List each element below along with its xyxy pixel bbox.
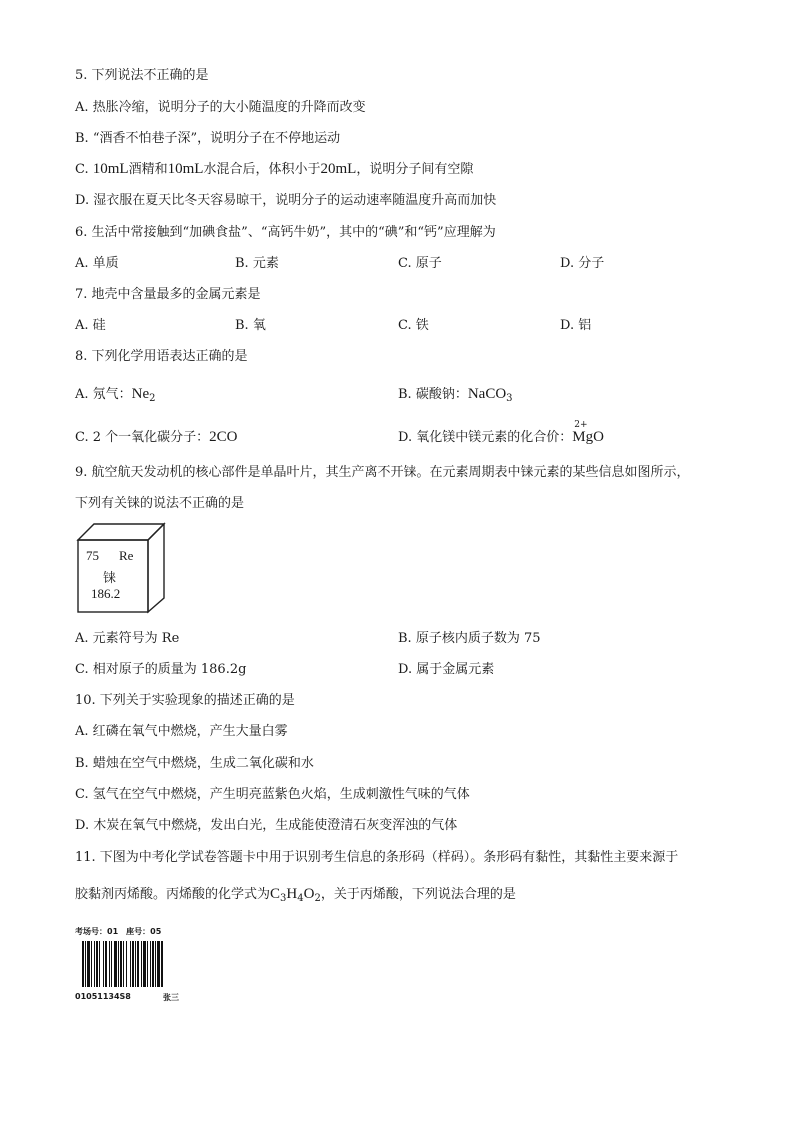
barcode-header: 考场号：01 座号：05 [75,927,162,936]
q8-a-formula: Ne [131,386,150,402]
q6-option-c: C. 原子 [398,256,442,271]
q11-stem-line-2 [75,885,516,904]
q5-c-prefix: C. [75,162,93,177]
barcode-bar [111,941,112,987]
q6-option-a: A. 单质 [75,256,119,271]
q7-option-d: D. 铝 [560,318,592,333]
q8-option-a [75,385,156,404]
q10-option-b: B. 蜡烛在空气中燃烧，生成二氧化碳和水 [75,756,314,771]
q8-c-formula: 2CO [209,429,238,445]
barcode-bar [109,941,110,987]
barcode-bar [118,941,119,987]
barcode-bar [155,941,156,987]
q7-stem: 7. 地壳中含量最多的金属元素是 [75,287,261,302]
barcode-label [75,926,225,1008]
q8-a-label: A. 氖气： [75,387,132,402]
tile-element-name: 铼 [103,571,117,586]
barcode-bar [150,941,151,987]
q8-option-c [75,428,238,447]
q5-option-a: A. 热胀冷缩，说明分子的大小随温度的升降而改变 [75,100,366,115]
q6-stem: 6. 生活中常接触到“加碘食盐”、“高钙牛奶”，其中的“碘”和“钙”应理解为 [75,225,496,240]
q5-c-text-1: 酒精和 [128,162,168,177]
barcode-bar [152,941,154,987]
q5-c-volume-1: 10mL [92,161,129,177]
tile-atomic-number: 75 [86,548,99,563]
barcode-bar [94,941,95,987]
q9-option-b: B. 原子核内质子数为 75 [398,631,541,646]
barcode-bar [85,941,86,987]
q10-stem: 10. 下列关于实验现象的描述正确的是 [75,693,295,708]
q6-option-b: B. 元素 [235,256,279,271]
q5-c-volume-2: 10mL [167,161,204,177]
q5-option-d: D. 湿衣服在夏天比冬天容易晾干，说明分子的运动速率随温度升高而加快 [75,193,497,208]
q6-option-d: D. 分子 [560,256,605,271]
q8-stem: 8. 下列化学用语表达正确的是 [75,349,248,364]
barcode-name: 张三 [163,993,179,1002]
q11-formula-o-sub: 2 [314,893,321,904]
barcode-number: 01051134S8 [75,992,131,1001]
q10-option-d: D. 木炭在氧气中燃烧，发出白光，生成能使澄清石灰变浑浊的气体 [75,818,458,833]
barcode-icon [82,941,194,987]
q8-option-b [398,385,513,404]
q11-stem-text-b: ，关于丙烯酸，下列说法合理的是 [320,887,516,902]
q5-option-b: B. “酒香不怕巷子深”，说明分子在不停地运动 [75,131,341,146]
barcode-bar [114,941,117,987]
q9-option-d: D. 属于金属元素 [398,662,495,677]
barcode-bar [120,941,122,987]
barcode-bar [141,941,142,987]
rhenium-element-tile [76,522,166,614]
q9-option-a: A. 元素符号为 Re [75,631,180,646]
q9-stem-line-2: 下列有关铼的说法不正确的是 [75,496,245,511]
barcode-bar [135,941,136,987]
q8-a-subscript: 2 [149,393,156,404]
q5-c-text-2: 水混合后，体积小于 [203,162,321,177]
q11-formula-o: O [303,886,315,902]
barcode-bar [143,941,146,987]
barcode-bar [130,941,131,987]
q11-formula-c-sub: 3 [280,893,287,904]
barcode-bar [91,941,92,987]
tile-atomic-mass: 186.2 [91,586,121,601]
q5-option-c [75,160,473,179]
q9-option-c: C. 相对原子的质量为 186.2g [75,662,247,677]
q8-d-o: O [593,429,604,445]
barcode-bar [126,941,127,987]
q7-option-a: A. 硅 [75,318,106,333]
barcode-bar [82,941,84,987]
barcode-bar [123,941,124,987]
q10-option-a: A. 红磷在氧气中燃烧，产生大量白雾 [75,724,288,739]
barcode-bar [87,941,90,987]
q7-option-b: B. 氧 [235,318,266,333]
q11-stem-text-a: 胶黏剂丙烯酸。丙烯酸的化学式为 [75,887,271,902]
q8-b-subscript: 3 [506,393,513,404]
barcode-bar [161,941,163,987]
q8-b-formula: NaCO [467,386,507,402]
q11-stem-line-1: 11. 下图为中考化学试卷答题卡中用于识别考生信息的条形码（样码）。条形码有黏性，其黏性主要来源于 [75,850,679,865]
element-tile-cube-icon [76,522,166,614]
barcode-bar [132,941,134,987]
barcode-bar [96,941,98,987]
q11-formula-h-sub: 4 [297,893,304,904]
q8-d-mg: Mg [572,429,594,445]
tile-element-symbol: Re [119,548,134,563]
barcode-bar [103,941,104,987]
barcode-bar [157,941,160,987]
q8-c-label: C. 2 个一氧化碳分子： [75,430,210,445]
q11-formula-c: C [270,886,281,902]
barcode-bar [99,941,100,987]
barcode-bar [137,941,139,987]
q5-c-volume-3: 20mL [320,161,357,177]
q11-formula-h: H [286,886,298,902]
q8-b-label: B. 碳酸钠： [398,387,468,402]
q8-d-label: D. 氧化镁中镁元素的化合价： [398,430,573,445]
q8-option-d [398,420,604,447]
q9-stem-line-1: 9. 航空航天发动机的核心部件是单晶叶片，其生产离不开铼。在元素周期表中铼元素的某些信息如图所示， [75,465,690,480]
barcode-bar [147,941,148,987]
q10-option-c: C. 氢气在空气中燃烧，产生明亮蓝紫色火焰，生成刺激性气味的气体 [75,787,470,802]
barcode-bar [105,941,107,987]
q7-option-c: C. 铁 [398,318,429,333]
q5-stem: 5. 下列说法不正确的是 [75,68,209,83]
q8-d-valence-sign: 2+ [574,420,588,430]
q8-d-valence [572,420,594,447]
q5-c-text-3: ，说明分子间有空隙 [356,162,474,177]
